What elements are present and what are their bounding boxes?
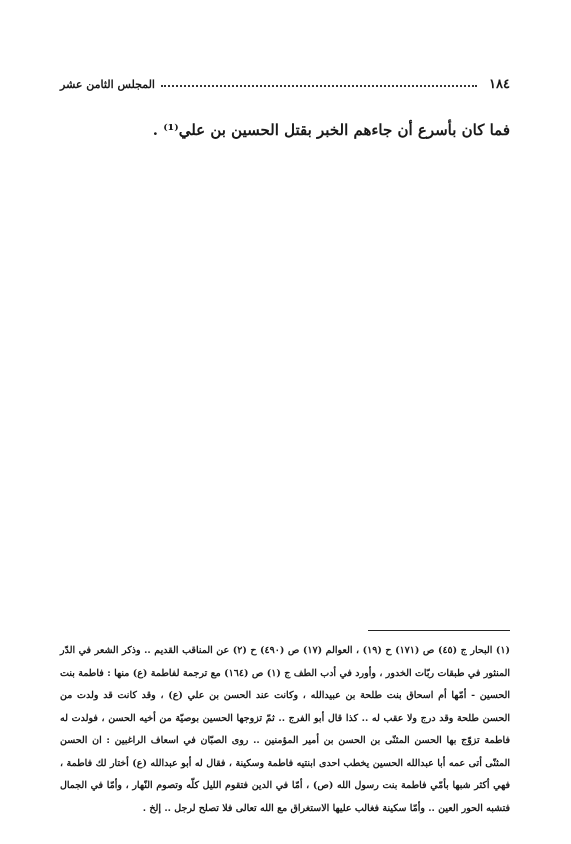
- page-number: ١٨٤: [489, 76, 510, 92]
- footnote-block: [60, 640, 510, 820]
- running-header: [60, 74, 510, 94]
- section-title: المجلس الثامن عشر: [60, 77, 155, 91]
- footnote-separator: [368, 630, 510, 631]
- header-dotted-leader: [161, 85, 477, 87]
- footnote-1: (١) البحار ج (٤٥) ص (١٧١) ح (١٩) ، العوالم (١٧) ص (٤٩٠) ح (٢) عن المناقب القديم .. وذكر الشعر في الدّر المنثور في طبقات ربّات الخدور ، وأورد في أدب الطف ج (١) ص (١٦٤) مع ترجمة لفاطمة (ع) منها : فاطمة بنت الحسين - أمّها أم اسحاق بنت طلحة بن عبيدالله ، وكانت عند الحسن بن علي (ع) ، وقد كانت قد ولدت من الحسن طلحة وقد درج ولا عقب له .. كذا قال أبو الفرج .. ثمّ تزوجها الحسين بوصيّة من أخيه الحسن ، فولدت له فاطمة تزوّج بها الحسن المثنّى بن الحسن بن أمير المؤمنين .. روى الصبّان في اسعاف الراغبين : ان الحسن المثنّى أتى عمه أبا عبدالله الحسين يخطب احدى ابنتيه فاطمة وسكينة ، فقال له أبو عبدالله (ع) أختار لك فاطمة ، فهي أكثر شبها بأمّي فاطمة بنت رسول الله (ص) ، أمّا في الدين فتقوم الليل كلّه وتصوم النّهار ، وأمّا في الجمال فتشبه الحور العين .. وأمّا سكينة فغالب عليها الاستغراق مع الله تعالى فلا تصلح لرجل .. إلخ .: [60, 645, 511, 814]
- body-paragraph: فما كان بأسرع أن جاءهم الخبر بقتل الحسين بن علي⁽¹⁾ .: [152, 121, 510, 139]
